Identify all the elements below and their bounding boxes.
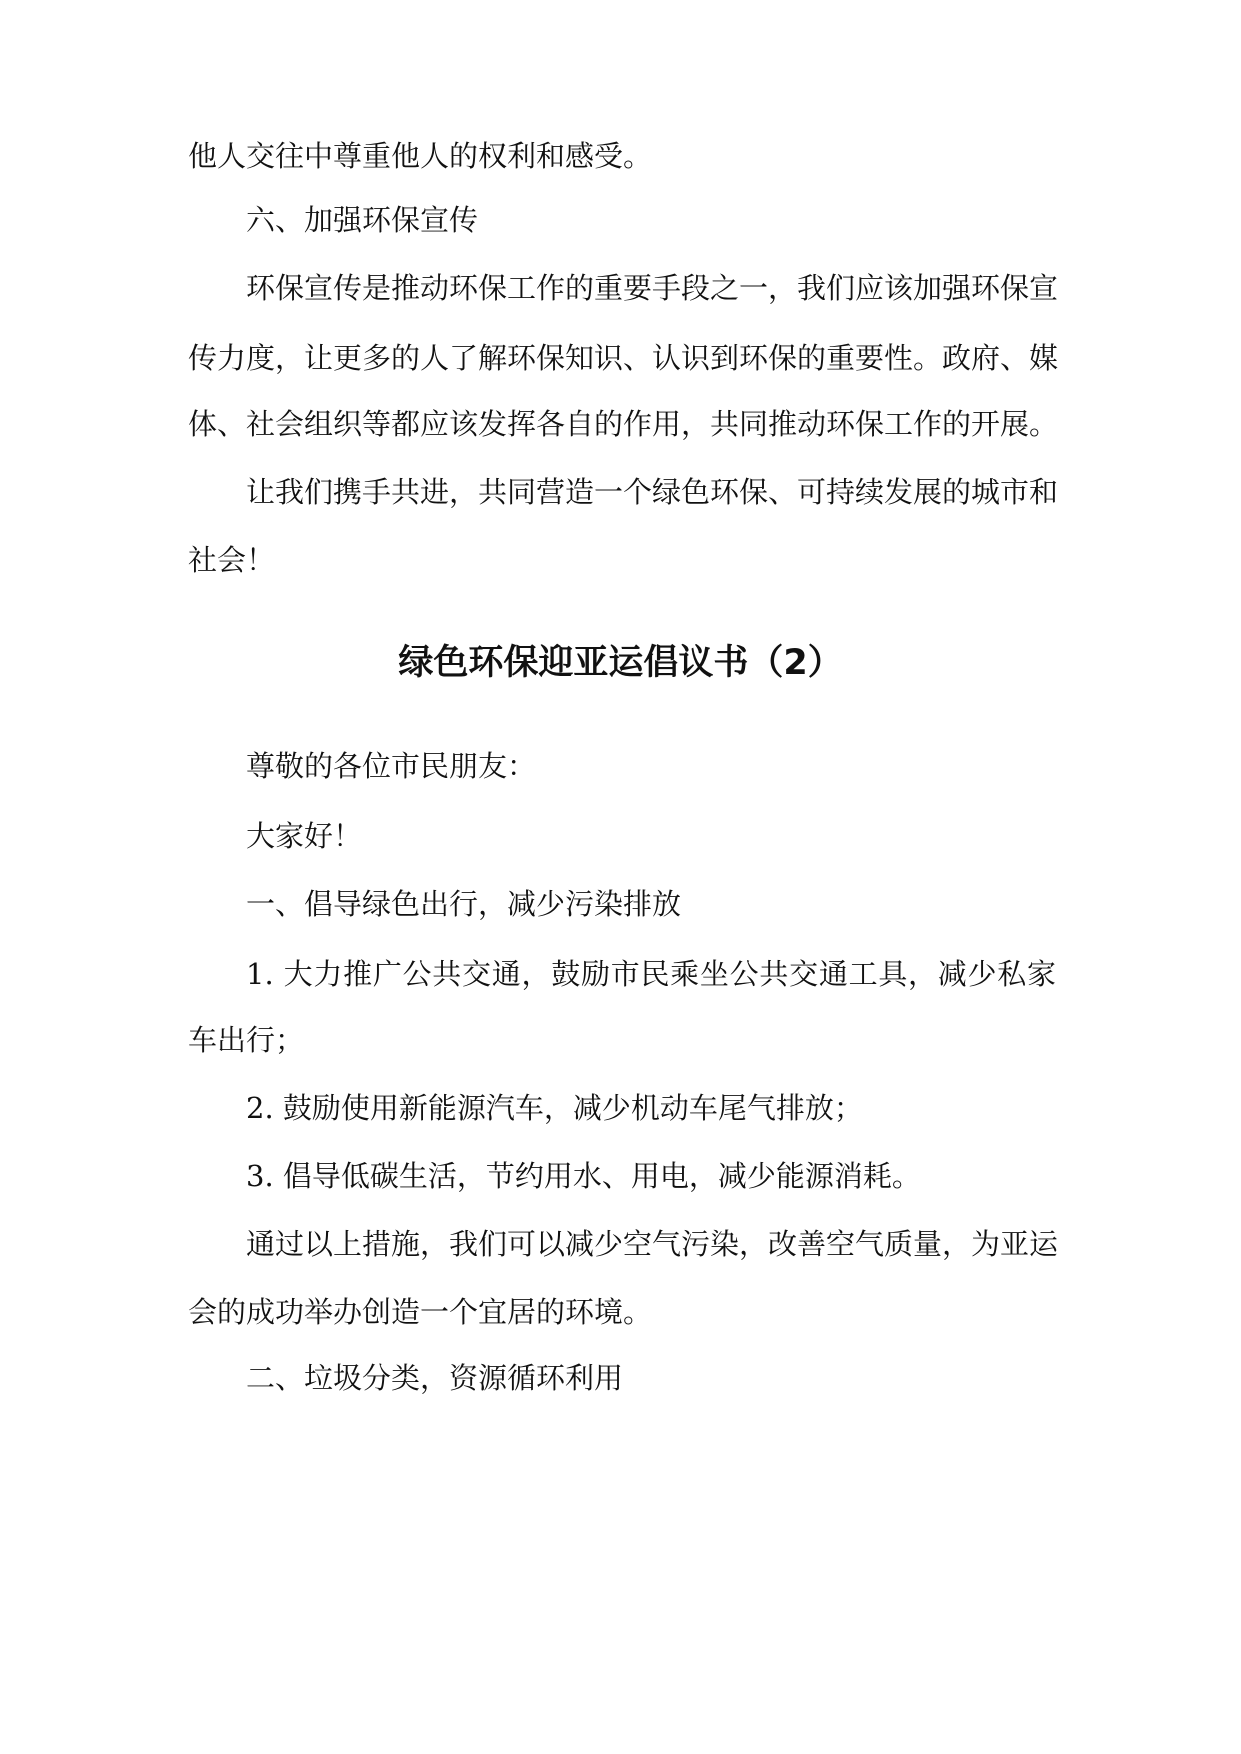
paragraph-line: 会的成功举办创造一个宜居的环境。 [188, 1295, 653, 1329]
list-item: 3. 倡导低碳生活，节约用水、用电，减少能源消耗。 [246, 1159, 921, 1193]
list-item: 2. 鼓励使用新能源汽车，减少机动车尾气排放； [246, 1091, 863, 1125]
salutation: 尊敬的各位市民朋友： [246, 749, 537, 783]
greeting: 大家好！ [246, 819, 363, 853]
section-heading-1: 一、倡导绿色出行，减少污染排放 [246, 887, 682, 921]
paragraph-line: 社会！ [188, 543, 276, 577]
paragraph-line: 传力度，让更多的人了解环保知识、认识到环保的重要性。政府、媒 [188, 341, 1059, 375]
paragraph-line: 环保宣传是推动环保工作的重要手段之一，我们应该加强环保宣 [246, 271, 1059, 305]
paragraph-line: 通过以上措施，我们可以减少空气污染，改善空气质量，为亚运 [246, 1227, 1059, 1261]
section-heading-6: 六、加强环保宣传 [246, 203, 479, 237]
list-item: 1. 大力推广公共交通，鼓励市民乘坐公共交通工具，减少私家 [246, 957, 1056, 991]
paragraph-continuation: 他人交往中尊重他人的权利和感受。 [188, 139, 653, 173]
paragraph-line: 让我们携手共进，共同营造一个绿色环保、可持续发展的城市和 [246, 475, 1059, 509]
paragraph-line: 体、社会组织等都应该发挥各自的作用，共同推动环保工作的开展。 [188, 407, 1059, 441]
document-title: 绿色环保迎亚运倡议书（2） [398, 643, 843, 683]
list-item-continuation: 车出行； [188, 1023, 305, 1057]
section-heading-2: 二、垃圾分类，资源循环利用 [246, 1361, 624, 1395]
